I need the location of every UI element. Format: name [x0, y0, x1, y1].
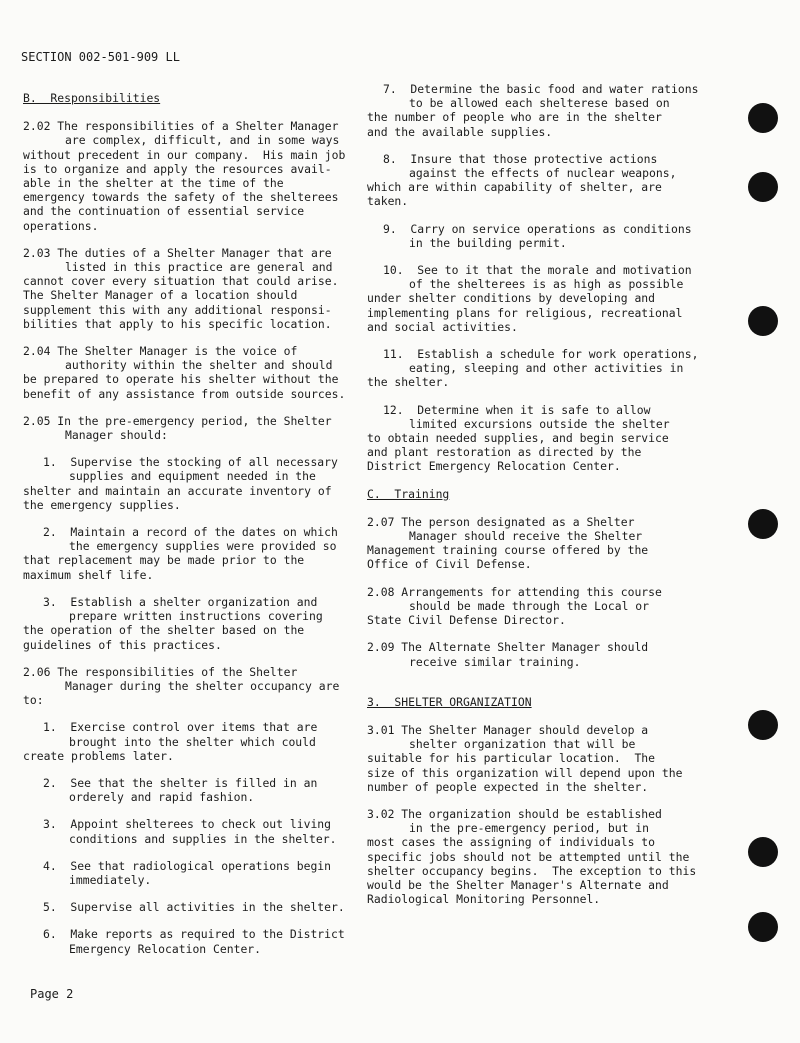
paragraph-2-02: 2.02 The responsibilities of a Shelter Manager are complex, difficult, and in some ways without precedent in our company. His main job is to organize and apply the resources avail- able in the shelter at the time of the emergency towards the safety of the shelterees and the continuation of essential service operations.	[23, 119, 346, 233]
right-column	[367, 82, 712, 919]
binder-hole	[748, 710, 778, 740]
list-item: 2. See that the shelter is filled in an orderely and rapid fashion.	[43, 775, 318, 805]
binder-hole	[748, 837, 778, 867]
heading-responsibilities: B. Responsibilities	[23, 91, 161, 105]
list-item: 8. Insure that those protective actions against the effects of nuclear weapons, which are within capability of shelter, are taken.	[367, 151, 677, 209]
section-number: SECTION 002-501-909 LL	[21, 50, 180, 64]
paragraph-2-04: 2.04 The Shelter Manager is the voice of authority within the shelter and should be prepared to operate his shelter without the benefit of any assistance from outside sources.	[23, 344, 346, 401]
paragraph-2-05: 2.05 In the pre-emergency period, the Shelter Manager should:	[23, 413, 332, 443]
paragraph-2-08: 2.08 Arrangements for attending this course should be made through the Local or State Civil Defense Director.	[367, 584, 662, 628]
binder-hole	[748, 912, 778, 942]
heading-shelter-organization: 3. SHELTER ORGANIZATION	[367, 694, 532, 709]
list-item: 1. Supervise the stocking of all necessary supplies and equipment needed in the shelter and maintain an accurate inventory of the emergency supplies.	[23, 455, 338, 512]
list-item: 2. Maintain a record of the dates on which the emergency supplies were provided so that replacement may be made prior to the maximum shelf life.	[23, 525, 338, 582]
paragraph-2-07: 2.07 The person designated as a Shelter Manager should receive the Shelter Management training course offered by the Office of Civil Defense.	[367, 514, 649, 572]
paragraph-2-06: 2.06 The responsibilities of the Shelter Manager during the shelter occupancy are to:	[23, 664, 340, 708]
list-item: 7. Determine the basic food and water rations to be allowed each shelterese based on the number of people who are in the shelter and the available supplies.	[367, 82, 699, 139]
list-item: 3. Appoint shelterees to check out living conditions and supplies in the shelter.	[43, 817, 337, 846]
paragraph-2-09: 2.09 The Alternate Shelter Manager should receive similar training.	[367, 640, 649, 669]
heading-training: C. Training	[367, 486, 450, 501]
list-item: 4. See that radiological operations begin immediately.	[43, 858, 332, 887]
page-number: Page 2	[30, 987, 74, 1001]
binder-hole	[748, 103, 778, 133]
paragraph-3-02: 3.02 The organization should be established in the pre-emergency period, but in most cases the assigning of individuals to specific jobs should not be attempted until the shelter occupancy begins. The exception to this would be the Shelter Manager's Alternate and Radiological Monitoring Personnel.	[367, 806, 697, 907]
paragraph-3-01: 3.01 The Shelter Manager should develop a shelter organization that will be suitable for his particular location. The size of this organization will depend upon the number of people expected in the shelter.	[367, 722, 683, 794]
list-item: 5. Supervise all activities in the shelter.	[43, 900, 345, 915]
list-item: 12. Determine when it is safe to allow limited excursions outside the shelter to obtain needed supplies, and begin service and plant restoration as directed by the District Emergency Relocation Center.	[367, 402, 670, 474]
list-item: 6. Make reports as required to the District Emergency Relocation Center.	[43, 927, 345, 956]
list-item: 10. See to it that the morale and motivation of the shelterees is as high as possible under shelter conditions by developing and implementing plans for religious, recreational and social activities.	[367, 263, 692, 334]
list-item: 1. Exercise control over items that are brought into the shelter which could create problems later.	[23, 720, 318, 763]
paragraph-2-03: 2.03 The duties of a Shelter Manager that are listed in this practice are general and cannot cover every situation that could arise. The Shelter Manager of a location should supplement this with any additional responsi- bilities that apply to his specific location.	[23, 245, 339, 331]
binder-hole	[748, 172, 778, 202]
list-item: 3. Establish a shelter organization and prepare written instructions covering the operation of the shelter based on the guidelines of this practices.	[23, 594, 323, 652]
left-column	[23, 91, 361, 969]
list-item: 11. Establish a schedule for work operations, eating, sleeping and other activities in the shelter.	[367, 347, 699, 390]
binder-hole	[748, 306, 778, 336]
binder-hole	[748, 509, 778, 539]
list-item: 9. Carry on service operations as conditions in the building permit.	[383, 221, 692, 250]
